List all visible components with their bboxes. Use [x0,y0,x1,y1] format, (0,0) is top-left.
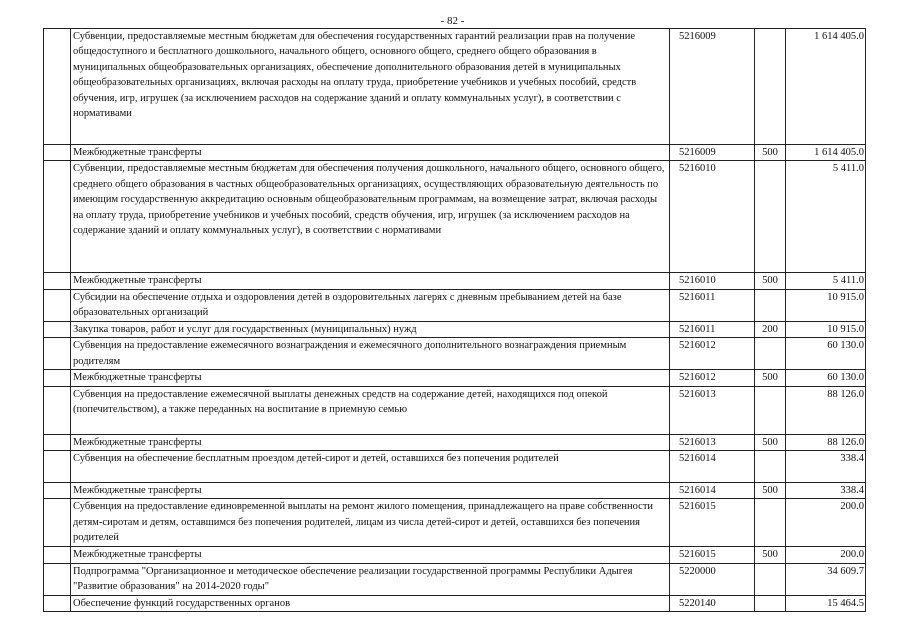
row-type: 500 [755,434,786,450]
table-row [44,563,866,595]
row-description: Подпрограмма "Организационное и методическое обеспечение реализации государственной программы Республики Адыгея "Развитие образования" на 2014-2020 годы" [71,563,670,595]
row-amount: 10 915.0 [786,289,866,321]
budget-table [43,28,866,612]
table-row [44,29,866,145]
blank-cell [44,386,71,434]
row-type [755,451,786,483]
row-type: 500 [755,547,786,563]
row-amount: 1 614 405.0 [786,145,866,161]
row-code: 5216009 [670,29,755,145]
row-code: 5216009 [670,145,755,161]
row-type [755,563,786,595]
row-code: 5216012 [670,370,755,386]
row-description: Субвенции, предоставляемые местным бюджетам для обеспечения получения дошкольного, начального общего, основного общего, среднего общего образования в частных общеобразовательных организациях, осуществляющих образовательную деятельность по имеющим государственную аккредитацию основным общеобразовательным программам, на возмещение затрат, включая расходы на оплату труда, приобретение учебников и учебных пособий, средств обучения, игр, игрушек (за исключением расходов на содержание зданий и оплату коммунальных услуг), в соответствии с нормативами [71,161,670,273]
blank-cell [44,145,71,161]
row-code: 5216013 [670,386,755,434]
row-code: 5216015 [670,547,755,563]
row-amount: 5 411.0 [786,273,866,289]
table-row [44,161,866,273]
row-type [755,338,786,370]
row-type [755,29,786,145]
table-row [44,273,866,289]
row-code: 5216011 [670,289,755,321]
row-type [755,499,786,547]
row-description: Межбюджетные трансферты [71,370,670,386]
table-row [44,338,866,370]
blank-cell [44,547,71,563]
row-type: 500 [755,273,786,289]
row-description: Субвенция на предоставление ежемесячного вознаграждения и ежемесячного дополнительного вознаграждения приемным родителям [71,338,670,370]
row-code: 5216013 [670,434,755,450]
table-row [44,547,866,563]
blank-cell [44,161,71,273]
row-type: 500 [755,145,786,161]
row-amount: 1 614 405.0 [786,29,866,145]
page-number: - 82 - [440,15,465,27]
row-amount: 200.0 [786,499,866,547]
row-amount: 15 464.5 [786,595,866,611]
table-row [44,370,866,386]
table-row [44,483,866,499]
row-type [755,289,786,321]
blank-cell [44,563,71,595]
row-description: Межбюджетные трансферты [71,145,670,161]
row-description: Субвенция на предоставление единовременной выплаты на ремонт жилого помещения, принадлежащего на праве собственности детям-сиротам и детям, оставшимся без попечения родителей, лицам из числа детей-сирот и детей, оставшихся без попечения родителей [71,499,670,547]
blank-cell [44,451,71,483]
row-amount: 88 126.0 [786,434,866,450]
table-row [44,386,866,434]
blank-cell [44,434,71,450]
row-description: Межбюджетные трансферты [71,434,670,450]
table-row [44,451,866,483]
row-description: Межбюджетные трансферты [71,547,670,563]
blank-cell [44,595,71,611]
table-row [44,289,866,321]
table-row [44,145,866,161]
row-amount: 338.4 [786,451,866,483]
row-description: Субвенция на предоставление ежемесячной выплаты денежных средств на содержание детей, находящихся под опекой (попечительством), а также переданных на воспитание в приемную семью [71,386,670,434]
row-code: 5216012 [670,338,755,370]
row-description: Межбюджетные трансферты [71,483,670,499]
row-code: 5216010 [670,273,755,289]
blank-cell [44,338,71,370]
row-description: Субвенция на обеспечение бесплатным проездом детей-сирот и детей, оставшихся без попечения родителей [71,451,670,483]
table-row [44,499,866,547]
row-description: Обеспечение функций государственных органов [71,595,670,611]
row-code: 5216011 [670,321,755,337]
row-amount: 200.0 [786,547,866,563]
table-row [44,595,866,611]
blank-cell [44,289,71,321]
row-description: Субсидии на обеспечение отдыха и оздоровления детей в оздоровительных лагерях с дневным пребыванием детей на базе образовательных организаций [71,289,670,321]
row-type [755,386,786,434]
row-description: Межбюджетные трансферты [71,273,670,289]
blank-cell [44,273,71,289]
row-amount: 88 126.0 [786,386,866,434]
blank-cell [44,321,71,337]
row-type [755,161,786,273]
row-code: 5220000 [670,563,755,595]
row-code: 5216010 [670,161,755,273]
blank-cell [44,29,71,145]
row-code: 5220140 [670,595,755,611]
row-type: 500 [755,483,786,499]
row-amount: 34 609.7 [786,563,866,595]
blank-cell [44,483,71,499]
row-code: 5216014 [670,483,755,499]
row-code: 5216015 [670,499,755,547]
blank-cell [44,499,71,547]
row-amount: 5 411.0 [786,161,866,273]
row-type [755,595,786,611]
row-amount: 338.4 [786,483,866,499]
row-type: 500 [755,370,786,386]
table-row [44,321,866,337]
row-type: 200 [755,321,786,337]
row-amount: 10 915.0 [786,321,866,337]
row-description: Закупка товаров, работ и услуг для государственных (муниципальных) нужд [71,321,670,337]
table-row [44,434,866,450]
row-amount: 60 130.0 [786,370,866,386]
row-amount: 60 130.0 [786,338,866,370]
row-code: 5216014 [670,451,755,483]
row-description: Субвенции, предоставляемые местным бюджетам для обеспечения государственных гарантий реализации прав на получение общедоступного и бесплатного дошкольного, начального общего, основного общего, среднего общего образования в муниципальных общеобразовательных организациях, обеспечение дополнительного образования детей в муниципальных общеобразовательных организациях, включая расходы на оплату труда, приобретение учебников и учебных пособий, средств обучения, игр, игрушек (за исключением расходов на содержание зданий и оплату коммунальных услуг), в соответствии с нормативами [71,29,670,145]
blank-cell [44,370,71,386]
